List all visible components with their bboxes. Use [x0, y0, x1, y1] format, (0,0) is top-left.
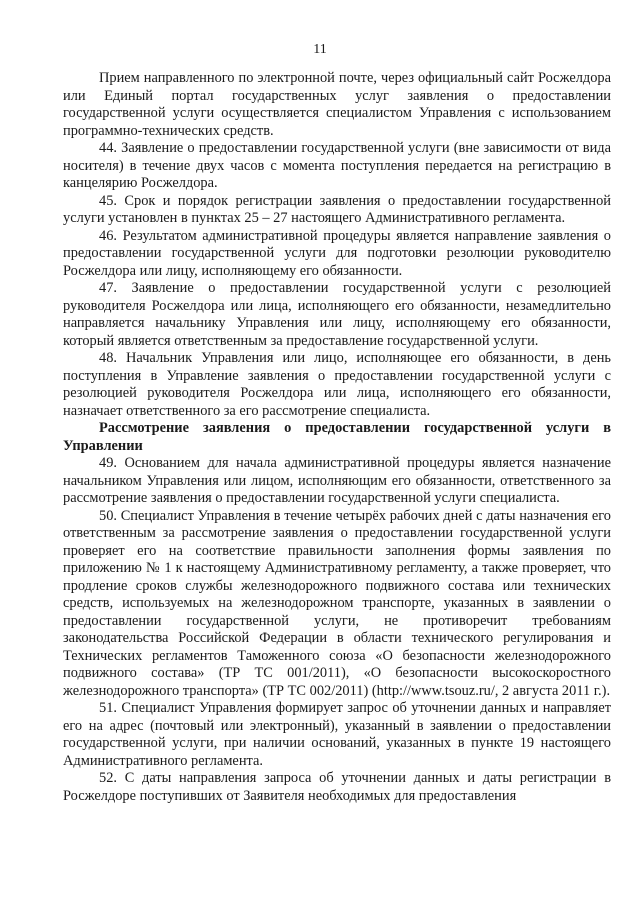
section-heading: Рассмотрение заявления о предоставлении государственной услуги в Управлении [63, 420, 611, 454]
paragraph-47: 47. Заявление о предоставлении государственной услуги с резолюцией руководителя Росжелдора или лица, исполняющего его обязанности, незамедлительно направляется начальнику Управления или лицу, исполняющему его обязанности, который является ответственным за предоставление государственной услуги. [63, 280, 611, 349]
page-number: 11 [313, 42, 327, 57]
paragraph-44: 44. Заявление о предоставлении государственной услуги (вне зависимости от вида носителя) в течение двух часов с момента поступления передается на регистрацию в канцелярию Росжелдора. [63, 140, 611, 191]
paragraph-intro: Прием направленного по электронной почте, через официальный сайт Росжелдора или Единый портал государственных услуг заявления о предоставлении государственной услуги осуществляется специалистом Управления с использованием программно-технических средств. [63, 70, 611, 139]
paragraph-45: 45. Срок и порядок регистрации заявления о предоставлении государственной услуги установлен в пунктах 25 – 27 настоящего Административного регламента. [63, 192, 611, 226]
document-body [63, 70, 611, 805]
paragraph-52: 52. С даты направления запроса об уточнении данных и даты регистрации в Росжелдоре поступивших от Заявителя необходимых для предоставления [63, 770, 611, 804]
paragraph-48: 48. Начальник Управления или лицо, исполняющее его обязанности, в день поступления в Управление заявления о предоставлении государственной услуги с резолюцией руководителя Росжелдора или лица, исполняющего его обязанности, назначает ответственного за его рассмотрение специалиста. [63, 350, 611, 419]
paragraph-46: 46. Результатом административной процедуры является направление заявления о предоставлении государственной услуги для подготовки резолюции руководителю Росжелдора или лицу, исполняющему его обязанности. [63, 227, 611, 279]
paragraph-49: 49. Основанием для начала административной процедуры является назначение начальником Управления или лицом, исполняющим его обязанности, ответственного за рассмотрение заявления о предоставлении государственной услуги специалиста. [63, 455, 611, 506]
paragraph-51: 51. Специалист Управления формирует запрос об уточнении данных и направляет его на адрес (почтовый или электронный), указанный в заявлении о предоставлении государственной услуги, при наличии оснований, указанных в пункте 19 настоящего Административного регламента. [63, 700, 611, 769]
paragraph-50: 50. Специалист Управления в течение четырёх рабочих дней с даты назначения его ответственным за рассмотрение заявления о предоставлении государственной услуги проверяет его на соответствие правильности заполнения формы заявления по приложению № 1 к настоящему Административному регламенту, а также проверяет, что продление сроков службы железнодорожного подвижного состава или технических средств, используемых на железнодорожном транспорте, указанных в заявлении о предоставлении государственной услуги, не противоречит требованиям законодательства Российской Федерации в области технического регулирования и Технических регламентов Таможенного союза «О безопасности железнодорожного подвижного состава» (ТР ТС 001/2011), «О безопасности высокоскоростного железнодорожного транспорта» (ТР ТС 002/2011) (http://www.tsouz.ru/, 2 августа 2011 г.). [63, 507, 611, 699]
